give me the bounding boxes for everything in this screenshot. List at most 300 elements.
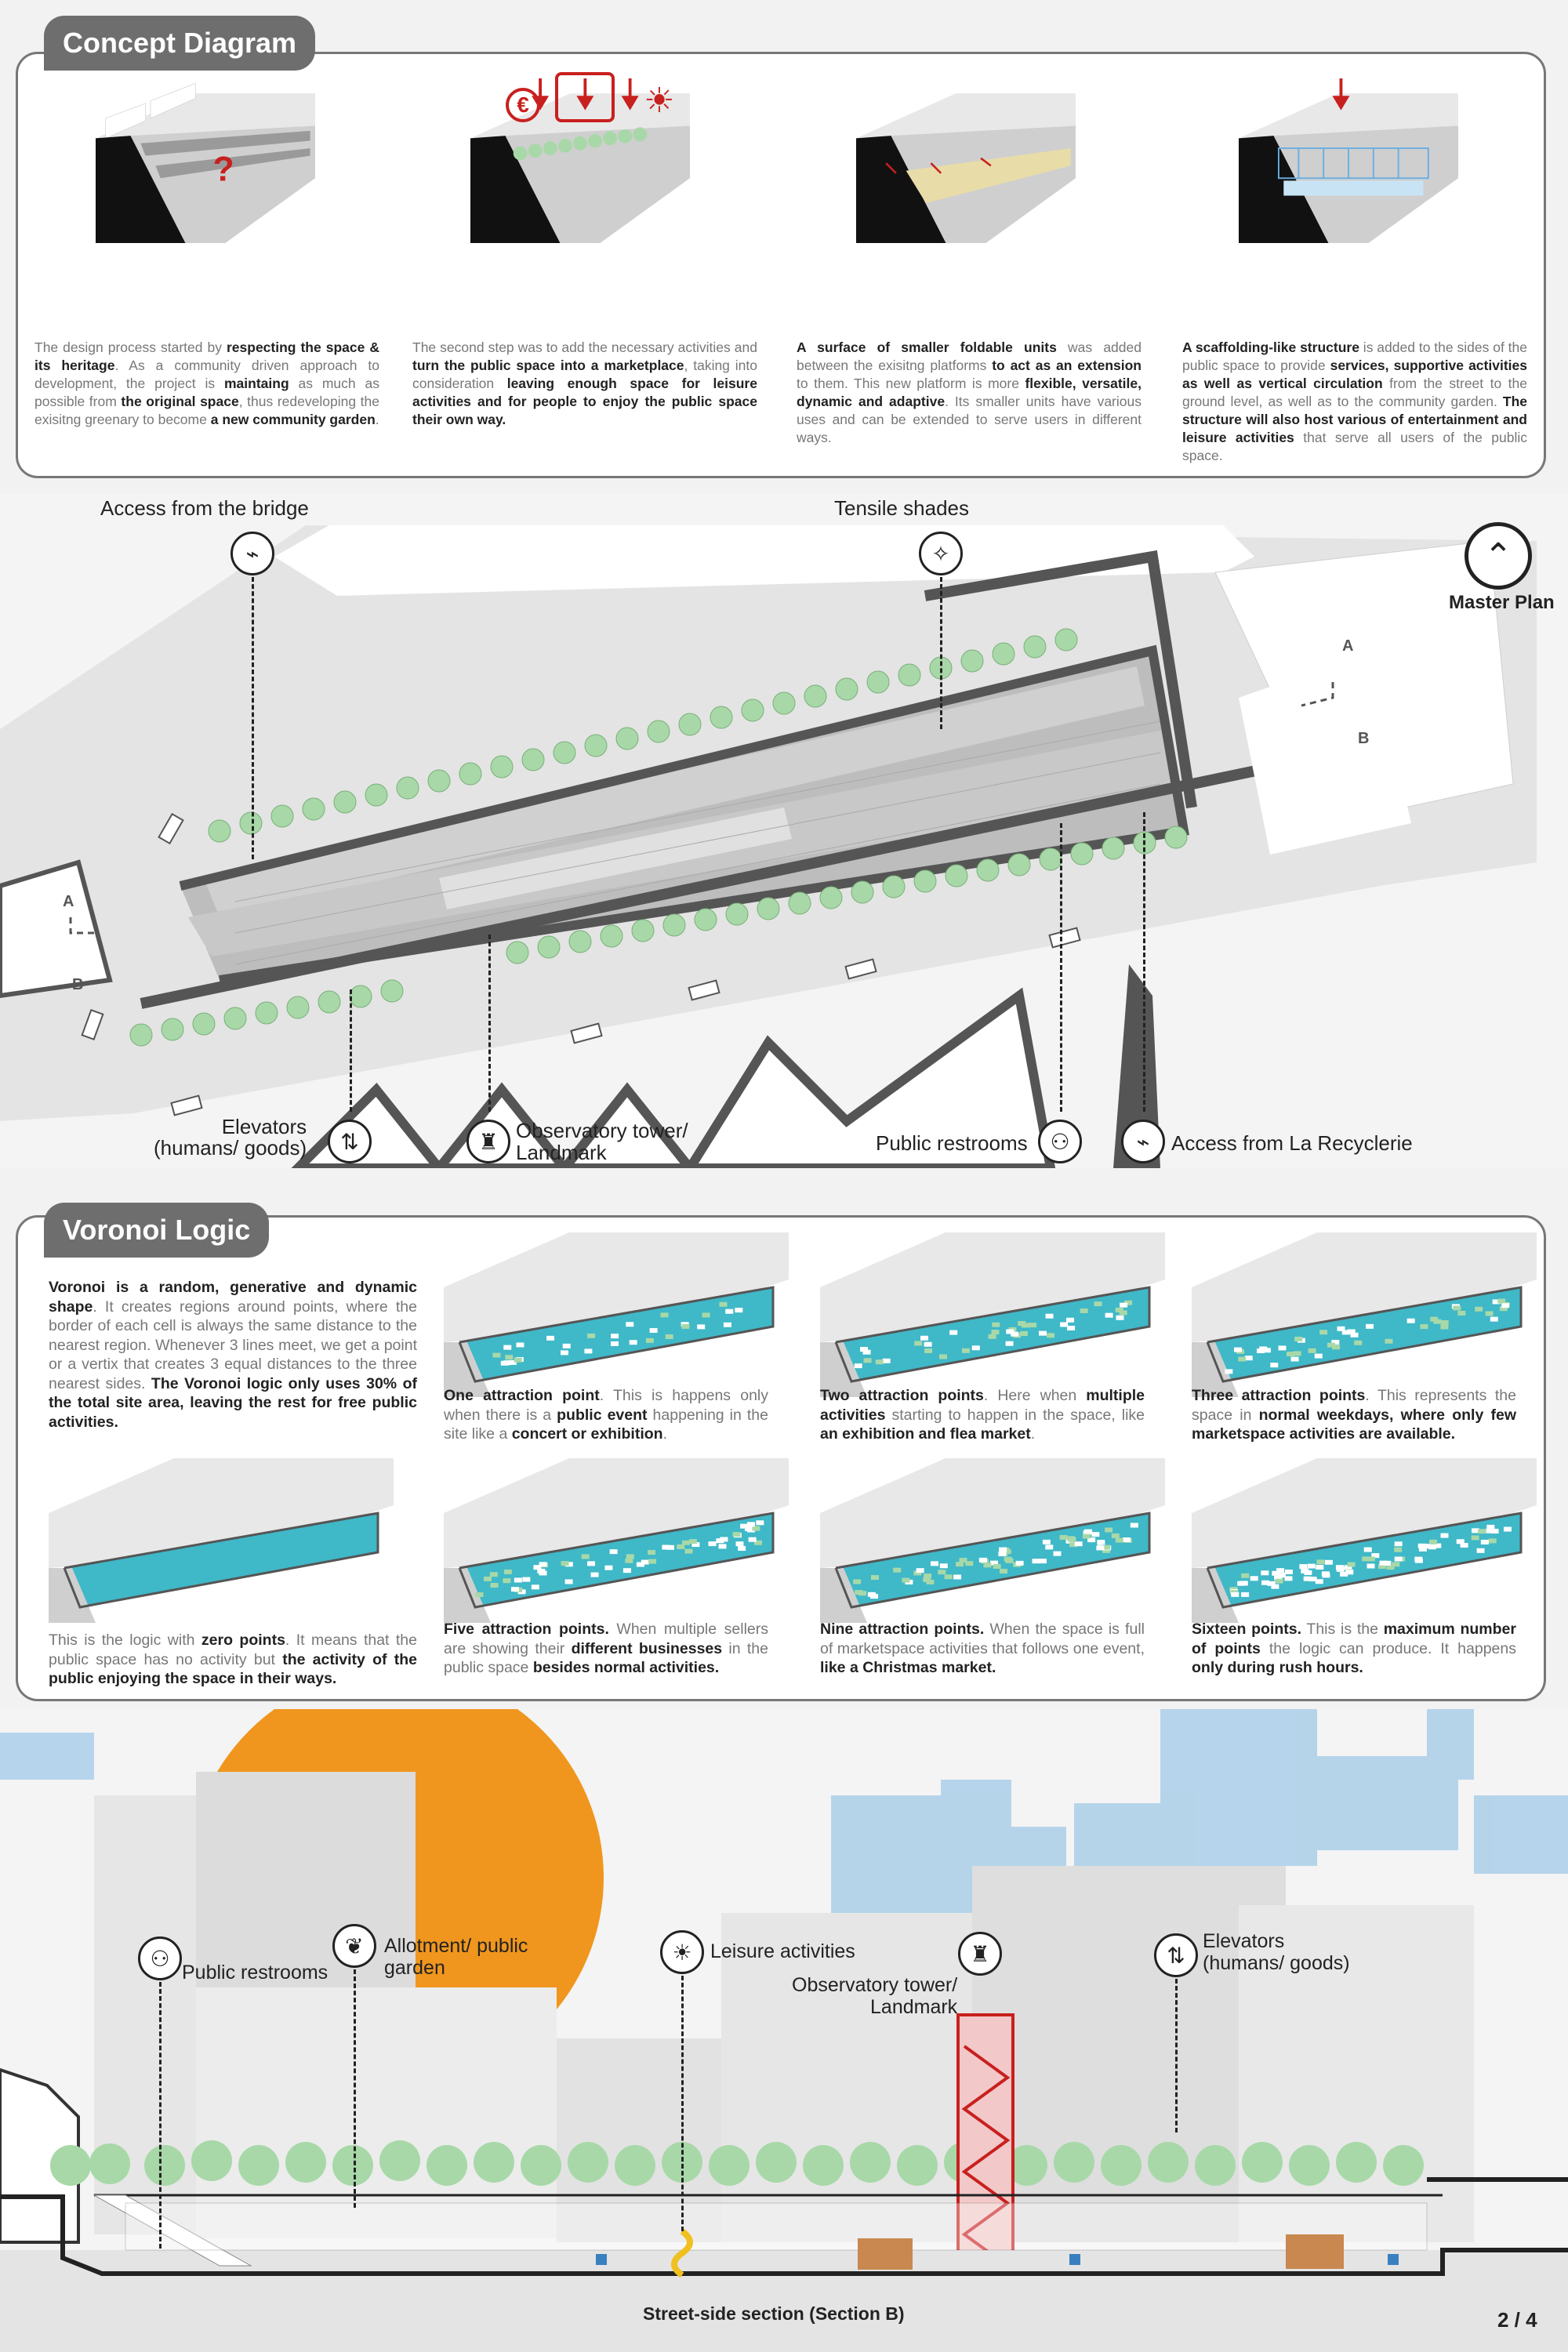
voronoi-cell — [1504, 1526, 1512, 1531]
voronoi-cell — [992, 1323, 1000, 1327]
voronoi-cell — [868, 1592, 876, 1597]
voronoi-cell — [1489, 1538, 1497, 1543]
voronoi-cell — [648, 1550, 655, 1555]
voronoi-cell — [1327, 1343, 1335, 1348]
voronoi-cell — [1477, 1548, 1485, 1553]
voronoi-cell — [1354, 1341, 1362, 1345]
voronoi-cell — [1284, 1576, 1292, 1581]
voronoi-cell — [1338, 1327, 1345, 1331]
voronoi-cell — [949, 1330, 957, 1335]
voronoi-cell — [1006, 1559, 1014, 1563]
voronoi-cell — [1278, 1573, 1286, 1577]
text-run: , thus redeveloping the exisitng greenary to become — [34, 394, 379, 427]
voronoi-cell — [561, 1350, 568, 1355]
voronoi-cell — [661, 1312, 669, 1317]
text-run: to them. This new platform is more — [797, 376, 1025, 391]
voronoi-cell — [637, 1563, 644, 1567]
street-section-drawing — [0, 1709, 1568, 2352]
voronoi-cell — [1315, 1354, 1323, 1359]
text-run: . — [1030, 1425, 1036, 1443]
voronoi-cell — [1020, 1331, 1028, 1336]
voronoi-cell — [504, 1570, 512, 1574]
voronoi-cell — [514, 1358, 522, 1363]
voronoi-cell — [989, 1334, 996, 1339]
voronoi-cell — [1395, 1557, 1403, 1562]
voronoi-cell — [752, 1526, 760, 1531]
voronoi-cell — [491, 1583, 499, 1588]
voronoi-cell — [1259, 1346, 1267, 1351]
voronoi-cell — [501, 1361, 509, 1366]
voronoi-cell — [1337, 1567, 1345, 1572]
voronoi-cell — [1419, 1547, 1427, 1552]
text-run: When multiple sellers are showing their — [444, 1621, 769, 1657]
voronoi-cell — [1006, 1329, 1014, 1334]
voronoi-cell — [1366, 1324, 1374, 1329]
voronoi-cell — [484, 1577, 492, 1581]
text-run: normal weekdays, where only few marketspace activities are available. — [1192, 1406, 1516, 1443]
voronoi-cell — [871, 1575, 879, 1580]
voronoi-cell — [1046, 1314, 1054, 1319]
elevator-icon: ⇅ — [328, 1120, 372, 1163]
section-leisure-label: Leisure activities — [710, 1940, 855, 1962]
voronoi-cell — [681, 1324, 689, 1329]
voronoi-cell — [666, 1545, 674, 1550]
tensile-shade-icon: ✧ — [919, 532, 963, 575]
voronoi-cell — [1440, 1325, 1448, 1330]
voronoi-cell — [1348, 1562, 1356, 1566]
page-number: 2 / 4 — [1497, 2308, 1537, 2332]
voronoi-cell — [1238, 1357, 1246, 1362]
voronoi-cell — [1415, 1559, 1423, 1563]
voronoi-cell — [1497, 1298, 1505, 1303]
voronoi-cell — [979, 1558, 987, 1563]
voronoi-cell — [719, 1302, 727, 1307]
access-recyclerie-label: Access from La Recyclerie — [1171, 1131, 1413, 1155]
text-run: , taking into consideration — [412, 358, 757, 391]
voronoi-cell — [991, 1330, 999, 1334]
voronoi-cell — [1395, 1541, 1403, 1546]
voronoi-cell — [1105, 1527, 1112, 1532]
text-run: A surface of smaller foldable units — [797, 339, 1057, 355]
voronoi-cell — [863, 1350, 871, 1355]
concept-title: Concept Diagram — [44, 16, 315, 71]
voronoi-zero-points-text — [49, 1631, 417, 1689]
voronoi-cell — [1441, 1320, 1449, 1325]
voronoi-cell — [1322, 1573, 1330, 1577]
voronoi-cell — [939, 1354, 947, 1359]
voronoi-cell — [902, 1578, 909, 1583]
voronoi-cell — [1097, 1540, 1105, 1544]
voronoi-cell — [1308, 1564, 1316, 1569]
voronoi-cell — [516, 1342, 524, 1347]
voronoi-cell — [689, 1539, 697, 1544]
voronoi-cell — [1060, 1535, 1068, 1540]
text-run: public event — [557, 1406, 648, 1424]
voronoi-cell — [1294, 1351, 1301, 1356]
voronoi-cell — [1094, 1301, 1102, 1306]
voronoi-cell — [514, 1577, 522, 1582]
section-restroom-icon: ⚇ — [138, 1936, 182, 1980]
text-run: The second step was to add the necessary activities and — [412, 339, 757, 355]
section-mark-b-right: B — [1358, 730, 1370, 747]
text-run: is added to the sides of the public space to provide — [1182, 339, 1527, 373]
north-arrow-icon: ⌃ — [1465, 522, 1532, 590]
voronoi-cell — [1304, 1570, 1312, 1575]
voronoi-cell — [582, 1554, 590, 1559]
voronoi-cell — [533, 1565, 541, 1570]
text-run: When the space is full of marketspace activities that follows one event, — [820, 1621, 1145, 1657]
voronoi-cell — [646, 1338, 654, 1343]
voronoi-cell — [591, 1573, 599, 1577]
text-run: . This represents the space in — [1192, 1387, 1516, 1424]
section-elevator-icon: ⇅ — [1154, 1933, 1198, 1977]
text-run: . — [662, 1425, 667, 1443]
elevators-label: Elevators (humans/ goods) — [154, 1115, 307, 1160]
voronoi-cell — [1380, 1561, 1388, 1566]
text-run: Sixteen points. — [1192, 1621, 1302, 1638]
text-run: to act as an extension — [992, 358, 1142, 373]
voronoi-cell — [1299, 1564, 1307, 1569]
voronoi-cell — [733, 1532, 741, 1537]
voronoi-cell — [1123, 1537, 1131, 1542]
voronoi-cell — [1039, 1331, 1047, 1336]
voronoi-cell — [1225, 1369, 1232, 1374]
voronoi-three-points-text — [1192, 1386, 1516, 1444]
section-restrooms-label: Public restrooms — [182, 1962, 328, 1984]
marketplace-people-icon — [555, 72, 615, 122]
restroom-icon: ⚇ — [1038, 1120, 1082, 1163]
voronoi-cell — [1486, 1529, 1494, 1534]
text-run: concert or exhibition — [511, 1425, 663, 1443]
voronoi-cell — [718, 1544, 726, 1548]
voronoi-cell — [1053, 1552, 1061, 1556]
voronoi-cell — [962, 1348, 970, 1353]
voronoi-cell — [630, 1340, 637, 1345]
voronoi-one-point-text — [444, 1386, 768, 1444]
text-run: services, supportive activities as well as vertical circulation — [1182, 358, 1527, 391]
stairs-icon: ⌁ — [230, 532, 274, 575]
voronoi-cell — [697, 1324, 705, 1329]
voronoi-cell — [1261, 1581, 1269, 1585]
voronoi-cell — [1407, 1319, 1415, 1323]
text-run: Two attraction points — [820, 1387, 984, 1404]
voronoi-cell — [702, 1312, 710, 1317]
voronoi-cell — [1067, 1326, 1075, 1330]
voronoi-cell — [1047, 1333, 1054, 1338]
voronoi-cell — [853, 1579, 861, 1584]
text-run: the activity of the public enjoying the space in their ways. — [49, 1650, 417, 1687]
voronoi-five-points-image — [444, 1458, 789, 1623]
voronoi-cell — [1120, 1303, 1127, 1308]
text-run: The structure will also host various of entertainment and leisure activities — [1182, 394, 1527, 445]
euro-icon: € — [506, 88, 540, 122]
voronoi-cell — [648, 1559, 656, 1564]
voronoi-zero-points-image — [49, 1458, 394, 1623]
section-leader-leisure — [681, 1976, 684, 2231]
concept-step-1-image — [33, 78, 378, 243]
voronoi-cell — [735, 1541, 743, 1546]
voronoi-cell — [1016, 1561, 1024, 1566]
leader-observatory — [488, 935, 491, 1112]
concept-step-1-text — [34, 339, 379, 429]
voronoi-title: Voronoi Logic — [44, 1203, 269, 1258]
voronoi-cell — [945, 1574, 953, 1579]
leader-recyclerie — [1143, 812, 1145, 1112]
stairs-icon-recyclerie: ⌁ — [1121, 1120, 1165, 1163]
voronoi-cell — [1475, 1307, 1483, 1312]
voronoi-cell — [604, 1566, 612, 1570]
voronoi-cell — [503, 1345, 511, 1350]
voronoi-cell — [1018, 1321, 1025, 1326]
voronoi-cell — [1066, 1318, 1074, 1323]
voronoi-cell — [611, 1334, 619, 1338]
text-run: This is the logic with — [49, 1632, 201, 1649]
voronoi-cell — [1486, 1311, 1494, 1316]
voronoi-cell — [1394, 1548, 1402, 1552]
concept-step-4-image — [1176, 78, 1521, 243]
voronoi-cell — [1270, 1363, 1278, 1367]
master-plan-title: Master Plan — [1449, 592, 1555, 613]
tensile-shades-label: Tensile shades — [834, 496, 969, 520]
voronoi-cell — [584, 1348, 592, 1353]
voronoi-cell — [611, 1341, 619, 1346]
voronoi-cell — [924, 1573, 931, 1578]
voronoi-cell — [709, 1541, 717, 1546]
voronoi-cell — [924, 1342, 932, 1347]
observatory-label: Observatory tower/ Landmark — [516, 1119, 688, 1164]
voronoi-cell — [916, 1568, 924, 1573]
access-bridge-label: Access from the bridge — [100, 496, 309, 520]
voronoi-cell — [1006, 1341, 1014, 1346]
voronoi-cell — [914, 1341, 922, 1345]
voronoi-cell — [1112, 1534, 1120, 1538]
voronoi-cell — [893, 1568, 901, 1573]
voronoi-cell — [1429, 1540, 1437, 1544]
voronoi-cell — [1319, 1330, 1327, 1334]
voronoi-cell — [1453, 1305, 1461, 1310]
voronoi-cell — [1096, 1545, 1104, 1550]
voronoi-cell — [931, 1561, 938, 1566]
voronoi-cell — [677, 1544, 684, 1549]
section-allotment-label: Allotment/ public garden — [384, 1935, 528, 1979]
restrooms-label: Public restrooms — [876, 1131, 1028, 1155]
voronoi-cell — [511, 1587, 519, 1592]
voronoi-cell — [503, 1578, 510, 1583]
voronoi-cell — [1287, 1352, 1294, 1356]
voronoi-cell — [475, 1592, 483, 1597]
voronoi-cell — [1367, 1556, 1375, 1561]
voronoi-cell — [1116, 1538, 1123, 1543]
voronoi-cell — [1308, 1348, 1316, 1353]
voronoi-cell — [1231, 1592, 1239, 1597]
voronoi-cell — [983, 1563, 991, 1567]
voronoi-cell — [938, 1570, 946, 1574]
concept-step-3-image — [793, 78, 1138, 243]
voronoi-cell — [1385, 1339, 1392, 1344]
section-mark-a-right: A — [1342, 637, 1354, 655]
section-mark-a-left: A — [63, 893, 74, 910]
text-run: maximum number of points — [1192, 1621, 1516, 1657]
voronoi-cell — [1075, 1541, 1083, 1546]
voronoi-cell — [532, 1584, 539, 1589]
voronoi-cell — [864, 1358, 872, 1363]
voronoi-cell — [1116, 1316, 1123, 1320]
voronoi-cell — [587, 1334, 595, 1338]
text-run: One attraction point — [444, 1387, 600, 1404]
text-run: . Its smaller units have various uses and can be extended to serve users in different ways. — [797, 394, 1142, 445]
text-run: the original space — [121, 394, 239, 409]
voronoi-cell — [725, 1309, 733, 1314]
voronoi-nine-points-text — [820, 1620, 1145, 1678]
voronoi-cell — [940, 1563, 948, 1568]
voronoi-cell — [1091, 1532, 1099, 1537]
voronoi-cell — [610, 1549, 618, 1554]
text-run: like a Christmas market. — [820, 1659, 996, 1676]
section-leader-restrooms — [159, 1982, 162, 2249]
leisure-sun-icon: ☀ — [644, 81, 675, 121]
voronoi-sixteen-points-image — [1192, 1458, 1537, 1623]
voronoi-cell — [1316, 1559, 1324, 1564]
leader-access-bridge — [252, 577, 254, 859]
voronoi-cell — [1029, 1323, 1036, 1327]
concept-step-4-text — [1182, 339, 1527, 465]
text-run: turn the public space into a marketplace — [412, 358, 684, 373]
voronoi-cell — [756, 1520, 764, 1525]
voronoi-cell — [1120, 1310, 1127, 1315]
voronoi-cell — [720, 1537, 728, 1541]
voronoi-cell — [953, 1574, 961, 1579]
voronoi-cell — [1033, 1559, 1040, 1563]
lighthouse-icon: ♜ — [466, 1120, 510, 1163]
text-run: leaving enough space for leisure activities and for people to enjoy the public space their own way. — [412, 376, 757, 427]
text-run: multiple activities — [820, 1387, 1145, 1424]
voronoi-cell — [682, 1541, 690, 1545]
voronoi-cell — [1392, 1562, 1399, 1566]
text-run: . Here when — [983, 1387, 1087, 1404]
voronoi-two-points-text — [820, 1386, 1145, 1444]
voronoi-cell — [740, 1524, 748, 1529]
text-run: was added between the exisitng platforms — [797, 339, 1142, 373]
voronoi-cell — [724, 1323, 731, 1327]
voronoi-three-points-image — [1192, 1232, 1537, 1397]
voronoi-cell — [738, 1546, 746, 1551]
voronoi-cell — [1457, 1311, 1465, 1316]
text-run: respecting the space & its heritage — [34, 339, 379, 373]
text-run: . It means that the public space has no activity but — [49, 1632, 418, 1668]
text-run: from the street to the ground level, as well as to the community garden. — [1182, 376, 1528, 409]
voronoi-cell — [883, 1359, 891, 1363]
voronoi-cell — [1131, 1523, 1138, 1527]
text-run: Voronoi is a random, generative and dynamic shape — [49, 1279, 417, 1316]
voronoi-cell — [666, 1334, 673, 1339]
voronoi-intro-text — [49, 1278, 417, 1432]
voronoi-cell — [650, 1328, 658, 1333]
section-caption: Street-side section (Section B) — [643, 2303, 905, 2324]
voronoi-cell — [626, 1322, 633, 1327]
voronoi-cell — [565, 1579, 573, 1584]
voronoi-cell — [956, 1562, 964, 1566]
voronoi-cell — [1068, 1537, 1076, 1542]
voronoi-cell — [505, 1355, 513, 1359]
voronoi-cell — [1294, 1337, 1302, 1341]
section-leader-garden — [354, 1969, 356, 2208]
voronoi-cell — [684, 1549, 692, 1554]
voronoi-cell — [522, 1577, 530, 1582]
text-run: . — [375, 412, 379, 427]
voronoi-cell — [1430, 1317, 1438, 1322]
text-run: an exhibition and flea market — [820, 1425, 1031, 1443]
text-run: This is the — [1301, 1621, 1384, 1638]
voronoi-cell — [1261, 1570, 1269, 1575]
voronoi-cell — [626, 1554, 634, 1559]
voronoi-cell — [1461, 1543, 1468, 1548]
voronoi-cell — [1285, 1570, 1293, 1574]
voronoi-cell — [1481, 1540, 1489, 1544]
text-run: in the public space — [444, 1639, 769, 1676]
text-run: different businesses — [571, 1639, 723, 1657]
text-run: happening in the site like a — [444, 1406, 768, 1443]
text-run: as much as possible from — [34, 376, 379, 409]
section-mark-b-left: B — [72, 976, 84, 993]
voronoi-cell — [1084, 1530, 1092, 1534]
text-run: The design process started by — [34, 339, 227, 355]
voronoi-cell — [1043, 1540, 1051, 1544]
voronoi-cell — [876, 1359, 884, 1364]
master-plan-drawing — [0, 494, 1568, 1168]
text-run: . It creates regions around points, where the border of each cell is always the same distance to the nearest region. Whenever 3 lines meet, we get a point or a vertix that creates 3 equal distances to the three nearest sides. — [49, 1298, 417, 1392]
text-run: . As a community driven approach to development, the project is — [34, 358, 379, 391]
section-leisure-icon: ☀ — [660, 1930, 704, 1974]
text-run: Five attraction points. — [444, 1621, 609, 1638]
voronoi-cell — [1367, 1563, 1374, 1568]
text-run: that serve all users of the public space. — [1182, 430, 1527, 463]
voronoi-cell — [587, 1561, 595, 1566]
text-run: maintaing — [224, 376, 289, 391]
voronoi-cell — [972, 1345, 980, 1350]
voronoi-cell — [539, 1570, 546, 1575]
text-run: zero points — [201, 1632, 285, 1649]
voronoi-cell — [1250, 1576, 1258, 1581]
voronoi-cell — [1441, 1534, 1449, 1538]
text-run: starting to happen in the space, like — [885, 1406, 1145, 1424]
voronoi-cell — [563, 1344, 571, 1348]
voronoi-cell — [998, 1552, 1006, 1556]
leader-restrooms — [1060, 823, 1062, 1112]
voronoi-cell — [1490, 1317, 1498, 1322]
voronoi-cell — [1241, 1592, 1249, 1597]
voronoi-cell — [1080, 1308, 1088, 1313]
voronoi-cell — [546, 1336, 554, 1341]
voronoi-cell — [623, 1568, 631, 1573]
voronoi-cell — [1478, 1529, 1486, 1534]
text-run: The Voronoi logic only uses 30% of the total site area, leaving the rest for free public activities. — [49, 1374, 417, 1431]
voronoi-five-points-text — [444, 1620, 768, 1678]
voronoi-cell — [1241, 1573, 1249, 1578]
section-garden-icon: ❦ — [332, 1924, 376, 1968]
voronoi-cell — [735, 1308, 742, 1312]
voronoi-cell — [1234, 1348, 1242, 1352]
text-run: the logic can produce. It happens — [1260, 1639, 1516, 1657]
voronoi-cell — [1309, 1577, 1317, 1581]
voronoi-cell — [1060, 1322, 1068, 1327]
voronoi-cell — [1472, 1535, 1479, 1540]
voronoi-cell — [1325, 1560, 1333, 1565]
voronoi-cell — [625, 1559, 633, 1563]
voronoi-cell — [1345, 1570, 1353, 1574]
section-elevators-label: Elevators (humans/ goods) — [1203, 1930, 1350, 1974]
text-run: besides normal activities. — [532, 1659, 720, 1676]
voronoi-two-points-image — [820, 1232, 1165, 1397]
